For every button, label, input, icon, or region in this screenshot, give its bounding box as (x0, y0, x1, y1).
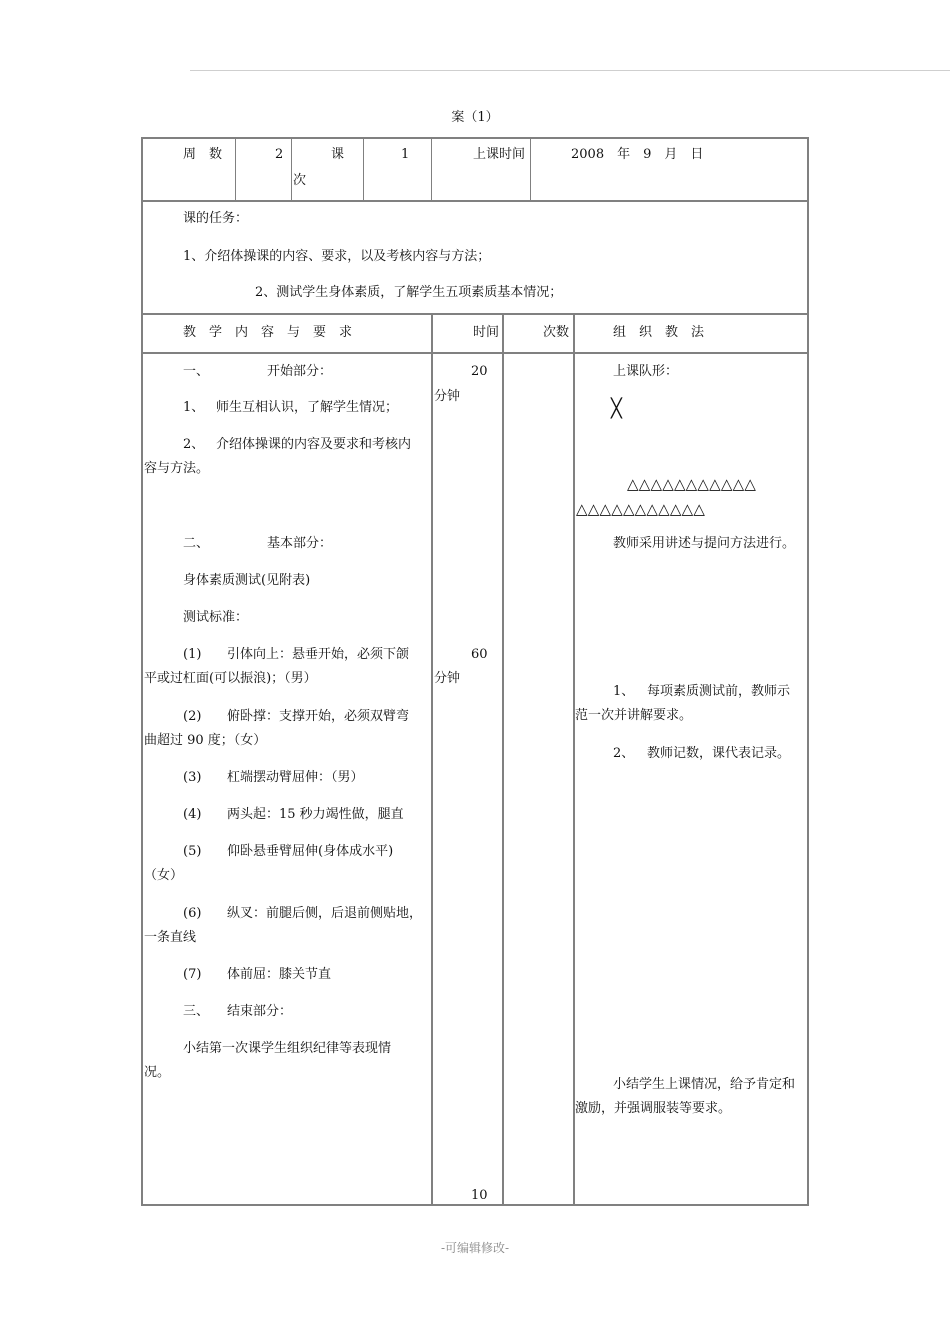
part1-title: 开始部分： (267, 364, 333, 379)
col-divider-r1-5 (530, 139, 531, 200)
p1-2-text-a: 介绍体操课的内容及要求和考核内 (216, 437, 412, 452)
row-divider-2 (143, 313, 807, 315)
method-summary-b: 激励，并强调服装等要求。 (575, 1101, 732, 1116)
time-1-number: 20 (471, 364, 488, 379)
tasks-heading: 课的任务： (183, 211, 249, 226)
col-divider-time (502, 315, 504, 1204)
header-rule (190, 70, 950, 71)
page-title: 案（1） (451, 110, 499, 125)
summary-text-a: 小结第一次课学生组织纪律等表现情 (183, 1041, 392, 1056)
method-1-number: 1、 (613, 684, 635, 699)
p1-2-text-b: 容与方法。 (144, 461, 210, 476)
standard-line: 测试标准： (183, 610, 249, 625)
part3-title: 结束部分： (227, 1004, 293, 1019)
part3-number: 三、 (183, 1004, 210, 1019)
item5-text-a: 仰卧悬垂臂屈伸(身体成水平) (227, 844, 394, 859)
item2-text-b: 曲超过 90 度；（女） (144, 733, 267, 748)
col-divider-r1-4 (431, 139, 432, 200)
col-divider-count (573, 315, 575, 1204)
test-line: 身体素质测试(见附表) (183, 573, 311, 588)
p1-1-number: 1、 (183, 400, 205, 415)
week-label: 周 数 (183, 147, 223, 162)
col-divider-r1-1 (235, 139, 236, 200)
row-divider-1 (143, 200, 807, 202)
item6-text-b: 一条直线 (144, 930, 197, 945)
task-item-1: 1、介绍体操课的内容、要求，以及考核内容与方法； (183, 249, 491, 264)
lesson-plan-table (141, 137, 809, 1206)
item4-text: 两头起：15 秒力竭性做，腿直 (227, 807, 404, 822)
item5-text-b: （女） (144, 868, 184, 883)
col-header-count: 次数 (543, 325, 570, 340)
col-header-time: 时间 (473, 325, 500, 340)
part2-title: 基本部分： (267, 536, 333, 551)
time-2-number: 60 (471, 647, 488, 662)
part1-number: 一、 (183, 364, 210, 379)
method-1-text-b: 范一次并讲解要求。 (575, 708, 693, 723)
method-1-text-a: 每项素质测试前，教师示 (647, 684, 791, 699)
item5-number: (5) (183, 844, 202, 859)
lesson-label-2: 次 (293, 173, 307, 188)
part2-number: 二、 (183, 536, 210, 551)
student-row-2: △△△△△△△△△△△ (576, 500, 706, 518)
date-value: 2008 年 9 月 日 (571, 147, 704, 162)
method-explain: 教师采用讲述与提问方法进行。 (613, 536, 796, 551)
lesson-label-1: 课 (331, 147, 345, 162)
time-1-unit: 分钟 (434, 389, 461, 404)
lesson-value: 1 (401, 147, 410, 162)
page-footer: -可编辑修改- (440, 1241, 510, 1255)
formation-label: 上课队形： (613, 364, 679, 379)
item1-text-b: 平或过杠面(可以振浪)；（男） (144, 671, 317, 686)
col-divider-r1-3 (363, 139, 364, 200)
col-header-method: 组 织 教 法 (613, 325, 705, 340)
item6-text-a: 纵叉：前腿后侧，后退前侧贴地， (227, 906, 423, 921)
task-item-2: 2、测试学生身体素质，了解学生五项素质基本情况； (255, 285, 563, 300)
method-2-text: 教师记数，课代表记录。 (647, 746, 791, 761)
item3-text: 杠端摆动臂屈伸：（男） (227, 770, 364, 785)
row-divider-3 (143, 352, 807, 354)
item7-number: (7) (183, 967, 202, 982)
p1-1-text: 师生互相认识，了解学生情况； (216, 400, 399, 415)
item3-number: (3) (183, 770, 202, 785)
week-value: 2 (275, 147, 284, 162)
teacher-position-icon: ╳ (611, 398, 623, 419)
summary-text-b: 况。 (144, 1065, 171, 1080)
time-3-number: 10 (471, 1188, 488, 1203)
student-row-1: △△△△△△△△△△△ (627, 475, 757, 493)
item1-number: (1) (183, 647, 202, 662)
method-2-number: 2、 (613, 746, 635, 761)
col-header-content: 教 学 内 容 与 要 求 (183, 325, 353, 340)
item4-number: (4) (183, 807, 202, 822)
time-2-unit: 分钟 (434, 671, 461, 686)
item2-number: (2) (183, 709, 202, 724)
method-summary-a: 小结学生上课情况，给予肯定和 (613, 1077, 796, 1092)
item7-text: 体前屈：膝关节直 (227, 967, 332, 982)
item2-text-a: 俯卧撑：支撑开始，必须双臂弯 (227, 709, 410, 724)
item6-number: (6) (183, 906, 202, 921)
col-divider-r1-2 (291, 139, 292, 200)
p1-2-number: 2、 (183, 437, 205, 452)
col-divider-content (431, 315, 433, 1204)
item1-text-a: 引体向上：悬垂开始，必须下颌 (227, 647, 410, 662)
time-label: 上课时间 (473, 147, 526, 162)
